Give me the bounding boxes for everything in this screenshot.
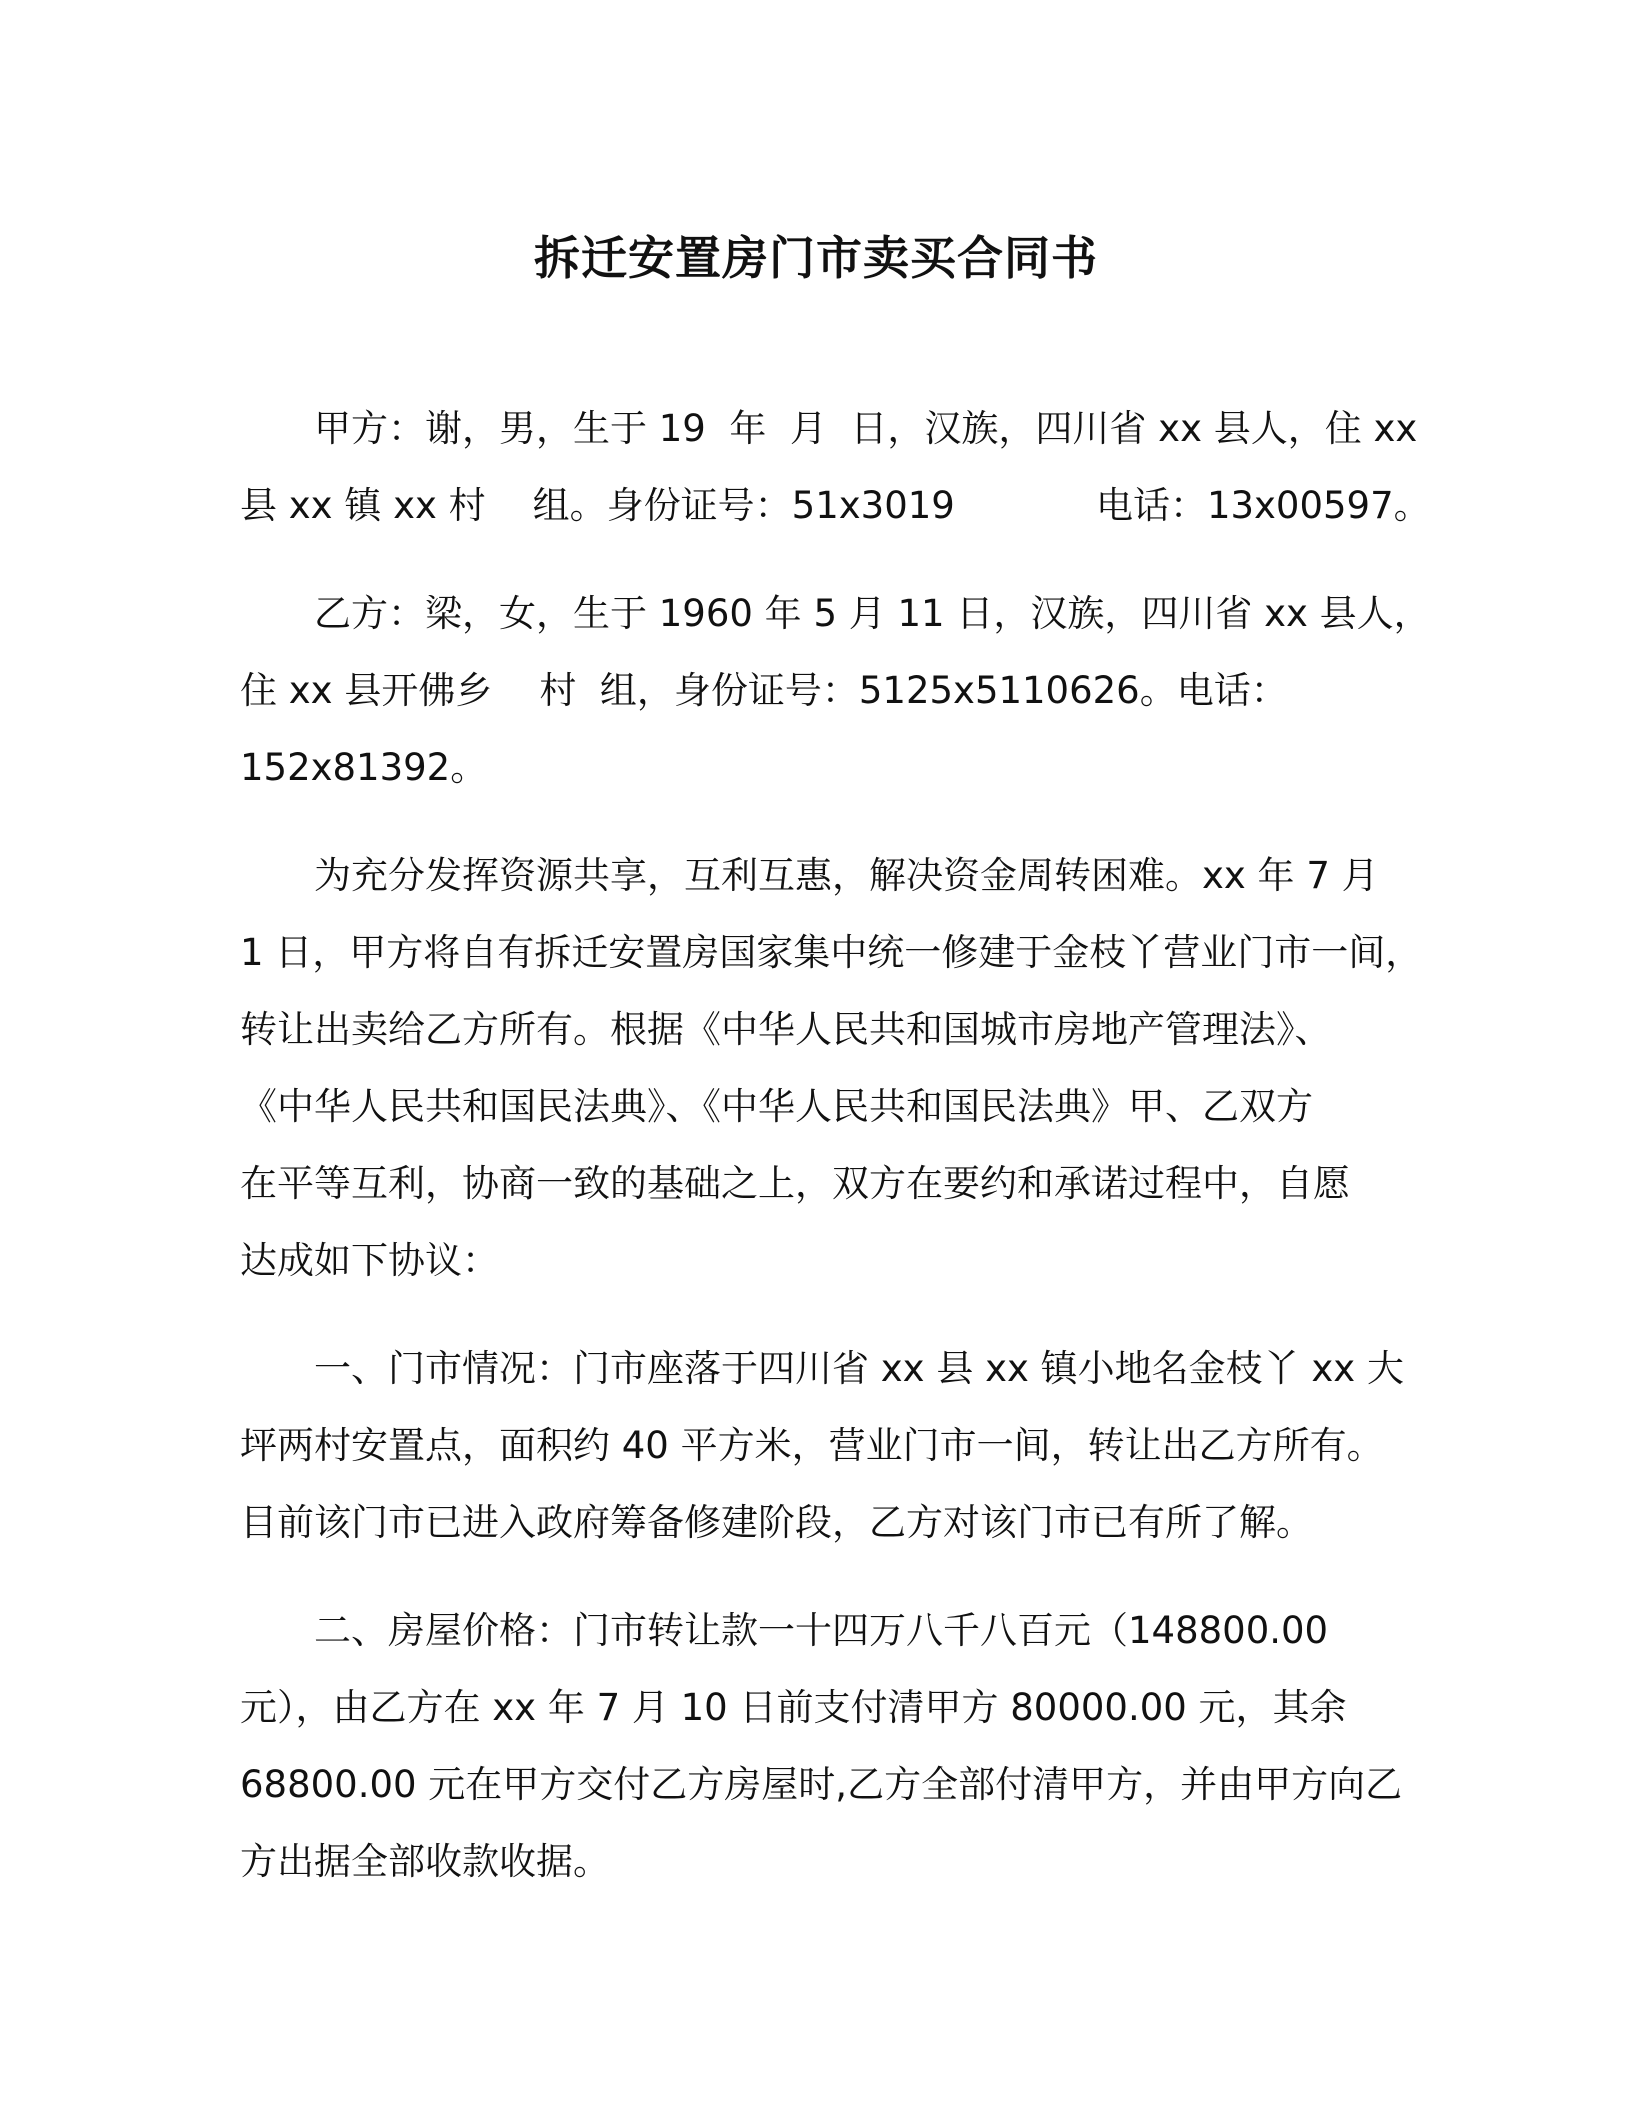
paragraph-line: 甲方：谢，男，生于 19 年 月 日，汉族，四川省 xx 县人，住 xx [314,407,1418,450]
paragraph-line: 68800.00 元在甲方交付乙方房屋时,乙方全部付清甲方，并由甲方向乙 [240,1763,1403,1806]
party-b-paragraph [240,575,1431,806]
paragraph-line: 方出据全部收款收据。 [240,1840,610,1883]
paragraph-line: 转让出卖给乙方所有。根据《中华人民共和国城市房地产管理法》、 [240,1008,1332,1051]
paragraph-line: 《中华人民共和国民法典》、《中华人民共和国民法典》甲、乙双方 [240,1085,1313,1128]
paragraph-line: 152x81392。 [240,746,488,789]
paragraph-line: 县 xx 镇 xx 村 组。身份证号：51x3019 电话：13x00597。 [240,484,1431,527]
paragraph-line: 在平等互利，协商一致的基础之上，双方在要约和承诺过程中，自愿 [240,1162,1350,1205]
paragraph-line: 住 xx 县开佛乡 村 组，身份证号：5125x5110626。电话： [240,669,1288,712]
paragraph-line: 为充分发挥资源共享，互利互惠，解决资金周转困难。xx 年 7 月 [314,854,1379,897]
paragraph-line: 坪两村安置点，面积约 40 平方米，营业门市一间，转让出乙方所有。 [240,1424,1384,1467]
party-a-paragraph [240,390,1431,544]
paragraph-line: 元），由乙方在 xx 年 7 月 10 日前支付清甲方 80000.00 元，其余 [240,1686,1347,1729]
document-body [240,390,1431,1931]
preamble-paragraph [240,837,1423,1299]
clause-2-paragraph [240,1592,1410,1900]
paragraph-line: 一、门市情况：门市座落于四川省 xx 县 xx 镇小地名金枝丫 xx 大 [314,1347,1404,1390]
paragraph-line: 二、房屋价格：门市转让款一十四万八千八百元（148800.00 [314,1609,1329,1652]
clause-1-paragraph [240,1330,1410,1561]
document-title: 拆迁安置房门市卖买合同书 [534,231,1098,285]
paragraph-line: 达成如下协议： [240,1239,499,1282]
paragraph-line: 1 日，甲方将自有拆迁安置房国家集中统一修建于金枝丫营业门市一间， [240,931,1423,974]
paragraph-line: 乙方：梁，女，生于 1960 年 5 月 11 日，汉族，四川省 xx 县人， [314,592,1431,635]
paragraph-line: 目前该门市已进入政府筹备修建阶段，乙方对该门市已有所了解。 [240,1501,1313,1544]
